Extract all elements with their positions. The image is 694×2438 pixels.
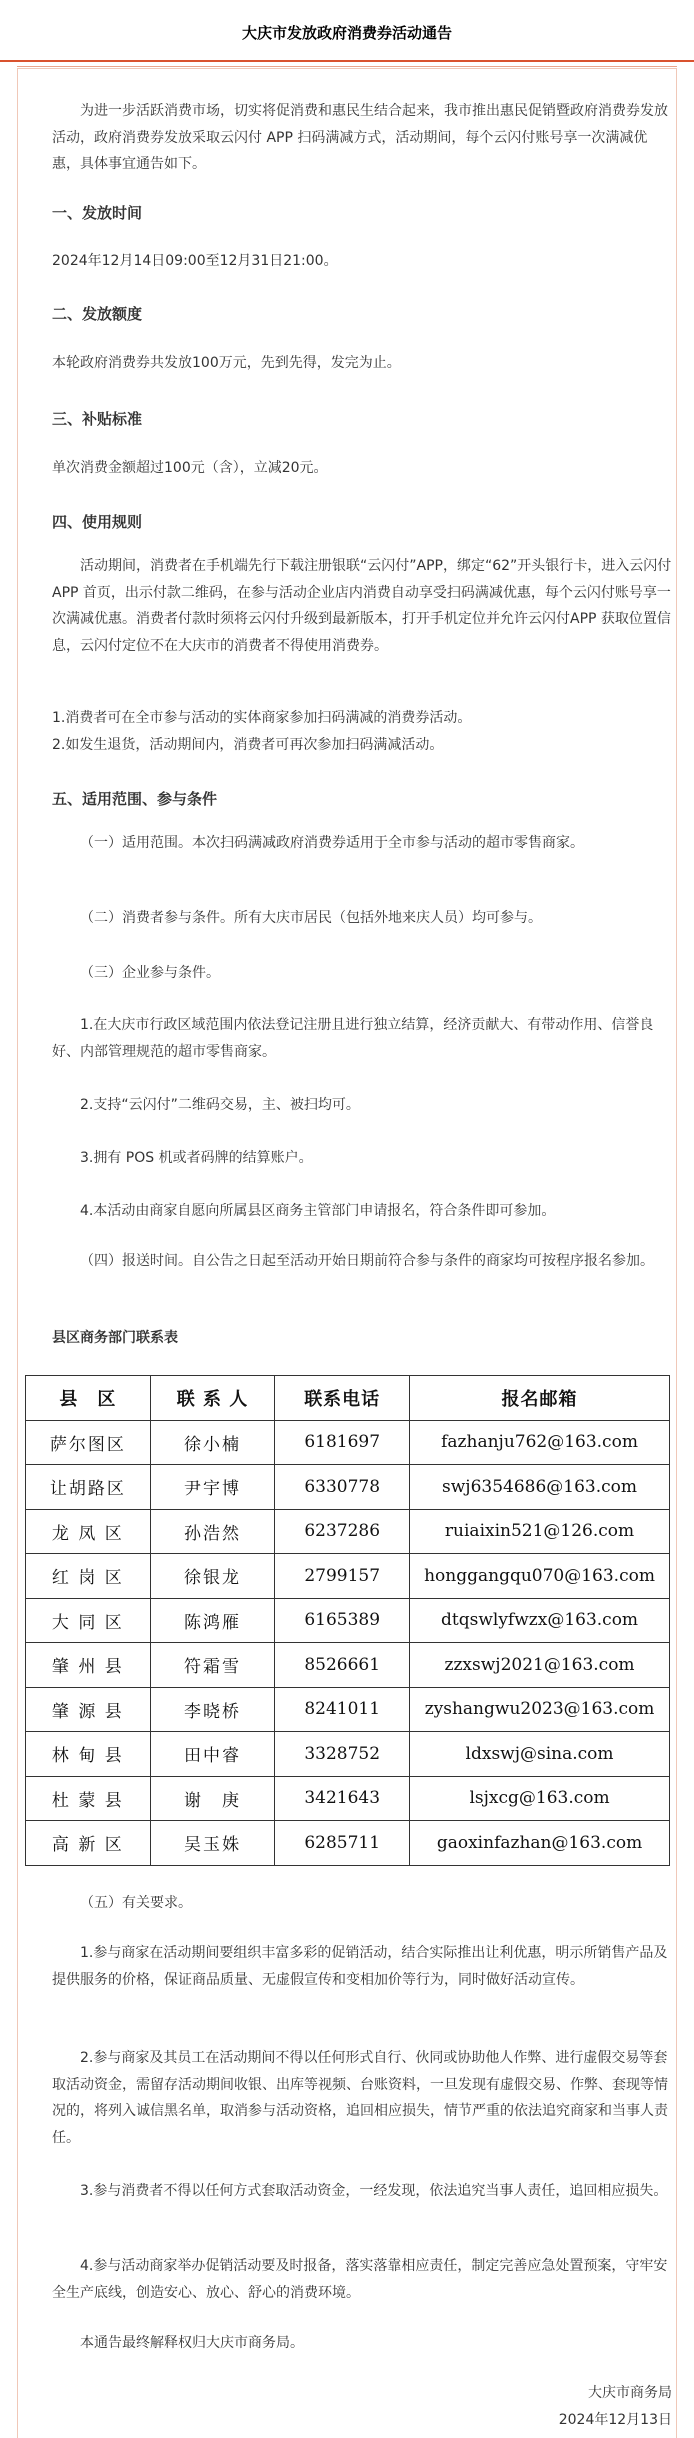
phone-cell: 6181697 <box>275 1420 410 1465</box>
table-row <box>26 1821 670 1866</box>
table-row <box>26 1465 670 1510</box>
signature-date: 2024年12月13日 <box>558 2412 672 2428</box>
contact-cell: 谢 庚 <box>150 1776 275 1821</box>
email-cell: swj6354686@163.com <box>410 1465 670 1510</box>
page-title: 大庆市发放政府消费券活动通告 <box>241 24 452 42</box>
section-4-text: 活动期间，消费者在手机端先行下载注册银联“云闪付”APP，绑定“62”开头银行卡，进入云闪付 APP 首页，出示付款二维码，在参与活动企业店内消费自动享受扫码满减优惠，每个云闪付账号享一次满减优惠。消费者付款时须将云闪付升级到最新版本，打开手机定位并允许云闪付APP 获取位置信息，云闪付定位不在大庆市的消费者不得使用消费券。 <box>52 558 672 654</box>
table-row <box>26 1509 670 1554</box>
phone-cell: 3421643 <box>275 1776 410 1821</box>
section-4-item-1: 1.消费者可在全市参与活动的实体商家参加扫码满减的消费券活动。 <box>52 710 472 726</box>
section-5-scope: （一）适用范围。本次扫码满减政府消费券适用于全市参与活动的超市零售商家。 <box>80 835 584 851</box>
contact-cell: 尹宇博 <box>150 1465 275 1510</box>
requirement-2: 2.参与商家及其员工在活动期间不得以任何形式自行、伙同或协助他人作弊、进行虚假交易等套取活动资金，需留存活动期间收银、出库等视频、台账资料，一旦发现有虚假交易、作弊、套现等情况的，将列入诚信黑名单，取消参与活动资格，追回相应损失，情节严重的依法追究商家和当事人责任。 <box>52 2050 668 2146</box>
email-cell: lsjxcg@163.com <box>410 1776 670 1821</box>
email-cell: gaoxinfazhan@163.com <box>410 1821 670 1866</box>
section-5-enterprise-conditions: （三）企业参与条件。 <box>80 965 220 981</box>
email-cell: honggangqu070@163.com <box>410 1554 670 1599</box>
email-cell: ldxswj@sina.com <box>410 1732 670 1777</box>
table-row <box>26 1687 670 1732</box>
phone-cell: 3328752 <box>275 1732 410 1777</box>
table-header-row <box>26 1376 670 1421</box>
contact-cell: 李晓桥 <box>150 1687 275 1732</box>
requirement-3: 3.参与消费者不得以任何方式套取活动资金，一经发现，依法追究当事人责任，追回相应损失。 <box>80 2183 668 2199</box>
phone-cell: 8241011 <box>275 1687 410 1732</box>
header-phone: 联系电话 <box>275 1376 410 1421</box>
signature-org: 大庆市商务局 <box>588 2385 672 2401</box>
phone-cell: 2799157 <box>275 1554 410 1599</box>
condition-4: 4.本活动由商家自愿向所属县区商务主管部门申请报名，符合条件即可参加。 <box>80 1203 556 1219</box>
top-rule-inner <box>17 66 677 67</box>
section-4-heading: 四、使用规则 <box>52 513 143 531</box>
table-row <box>26 1643 670 1688</box>
contact-table-title: 县区商务部门联系表 <box>52 1330 178 1346</box>
section-1-heading: 一、发放时间 <box>52 204 143 222</box>
requirements-heading: （五）有关要求。 <box>80 1895 192 1911</box>
section-3-text: 单次消费金额超过100元（含），立减20元。 <box>52 460 328 476</box>
county-cell: 林 甸 县 <box>26 1732 151 1777</box>
section-2-text: 本轮政府消费券共发放100万元，先到先得，发完为止。 <box>52 355 401 371</box>
table-row <box>26 1776 670 1821</box>
county-cell: 让胡路区 <box>26 1465 151 1510</box>
phone-cell: 6165389 <box>275 1598 410 1643</box>
condition-2: 2.支持“云闪付”二维码交易，主、被扫均可。 <box>80 1097 360 1113</box>
table-row <box>26 1420 670 1465</box>
section-2-heading: 二、发放额度 <box>52 305 143 323</box>
section-1-text: 2024年12月14日09:00至12月31日21:00。 <box>52 253 338 269</box>
contact-cell: 陈鸿雁 <box>150 1598 275 1643</box>
final-statement: 本通告最终解释权归大庆市商务局。 <box>80 2335 304 2351</box>
section-3-heading: 三、补贴标准 <box>52 410 143 428</box>
intro-paragraph: 为进一步活跃消费市场，切实将促消费和惠民生结合起来，我市推出惠民促销暨政府消费券发放活动，政府消费券发放采取云闪付 APP 扫码满减方式，活动期间，每个云闪付账号享一次满减优惠，具体事宜通告如下。 <box>52 103 668 172</box>
email-cell: zyshangwu2023@163.com <box>410 1687 670 1732</box>
contact-cell: 徐银龙 <box>150 1554 275 1599</box>
county-cell: 大 同 区 <box>26 1598 151 1643</box>
phone-cell: 6285711 <box>275 1821 410 1866</box>
phone-cell: 6237286 <box>275 1509 410 1554</box>
county-cell: 萨尔图区 <box>26 1420 151 1465</box>
table-row <box>26 1598 670 1643</box>
condition-1: 1.在大庆市行政区域范围内依法登记注册且进行独立结算，经济贡献大、有带动作用、信誉良好、内部管理规范的超市零售商家。 <box>52 1017 654 1060</box>
top-rule <box>0 60 694 62</box>
contact-cell: 符霜雪 <box>150 1643 275 1688</box>
county-cell: 龙 凤 区 <box>26 1509 151 1554</box>
phone-cell: 6330778 <box>275 1465 410 1510</box>
contact-cell: 孙浩然 <box>150 1509 275 1554</box>
section-5-heading: 五、适用范围、参与条件 <box>52 790 218 808</box>
county-cell: 杜 蒙 县 <box>26 1776 151 1821</box>
header-county: 县 区 <box>26 1376 151 1421</box>
contact-cell: 田中睿 <box>150 1732 275 1777</box>
county-cell: 肇 源 县 <box>26 1687 151 1732</box>
requirement-4: 4.参与活动商家举办促销活动要及时报备，落实落靠相应责任，制定完善应急处置预案，守牢安全生产底线，创造安心、放心、舒心的消费环境。 <box>52 2258 668 2301</box>
header-email: 报名邮箱 <box>410 1376 670 1421</box>
email-cell: ruiaixin521@126.com <box>410 1509 670 1554</box>
email-cell: zzxswj2021@163.com <box>410 1643 670 1688</box>
section-5-consumer-conditions: （二）消费者参与条件。所有大庆市居民（包括外地来庆人员）均可参与。 <box>80 910 542 926</box>
section-4-item-2: 2.如发生退货，活动期间内，消费者可再次参加扫码满减活动。 <box>52 737 444 753</box>
contact-table <box>25 1375 670 1866</box>
phone-cell: 8526661 <box>275 1643 410 1688</box>
table-row <box>26 1554 670 1599</box>
county-cell: 高 新 区 <box>26 1821 151 1866</box>
requirement-1: 1.参与商家在活动期间要组织丰富多彩的促销活动，结合实际推出让利优惠，明示所销售产品及提供服务的价格，保证商品质量、无虚假宣传和变相加价等行为，同时做好活动宣传。 <box>52 1945 668 1988</box>
county-cell: 肇 州 县 <box>26 1643 151 1688</box>
header-contact-person: 联 系 人 <box>150 1376 275 1421</box>
county-cell: 红 岗 区 <box>26 1554 151 1599</box>
section-5-submission-time: （四）报送时间。自公告之日起至活动开始日期前符合参与条件的商家均可按程序报名参加。 <box>80 1253 654 1269</box>
contact-cell: 徐小楠 <box>150 1420 275 1465</box>
email-cell: dtqswlyfwzx@163.com <box>410 1598 670 1643</box>
contact-cell: 吴玉姝 <box>150 1821 275 1866</box>
table-row <box>26 1732 670 1777</box>
email-cell: fazhanju762@163.com <box>410 1420 670 1465</box>
condition-3: 3.拥有 POS 机或者码牌的结算账户。 <box>80 1150 313 1166</box>
